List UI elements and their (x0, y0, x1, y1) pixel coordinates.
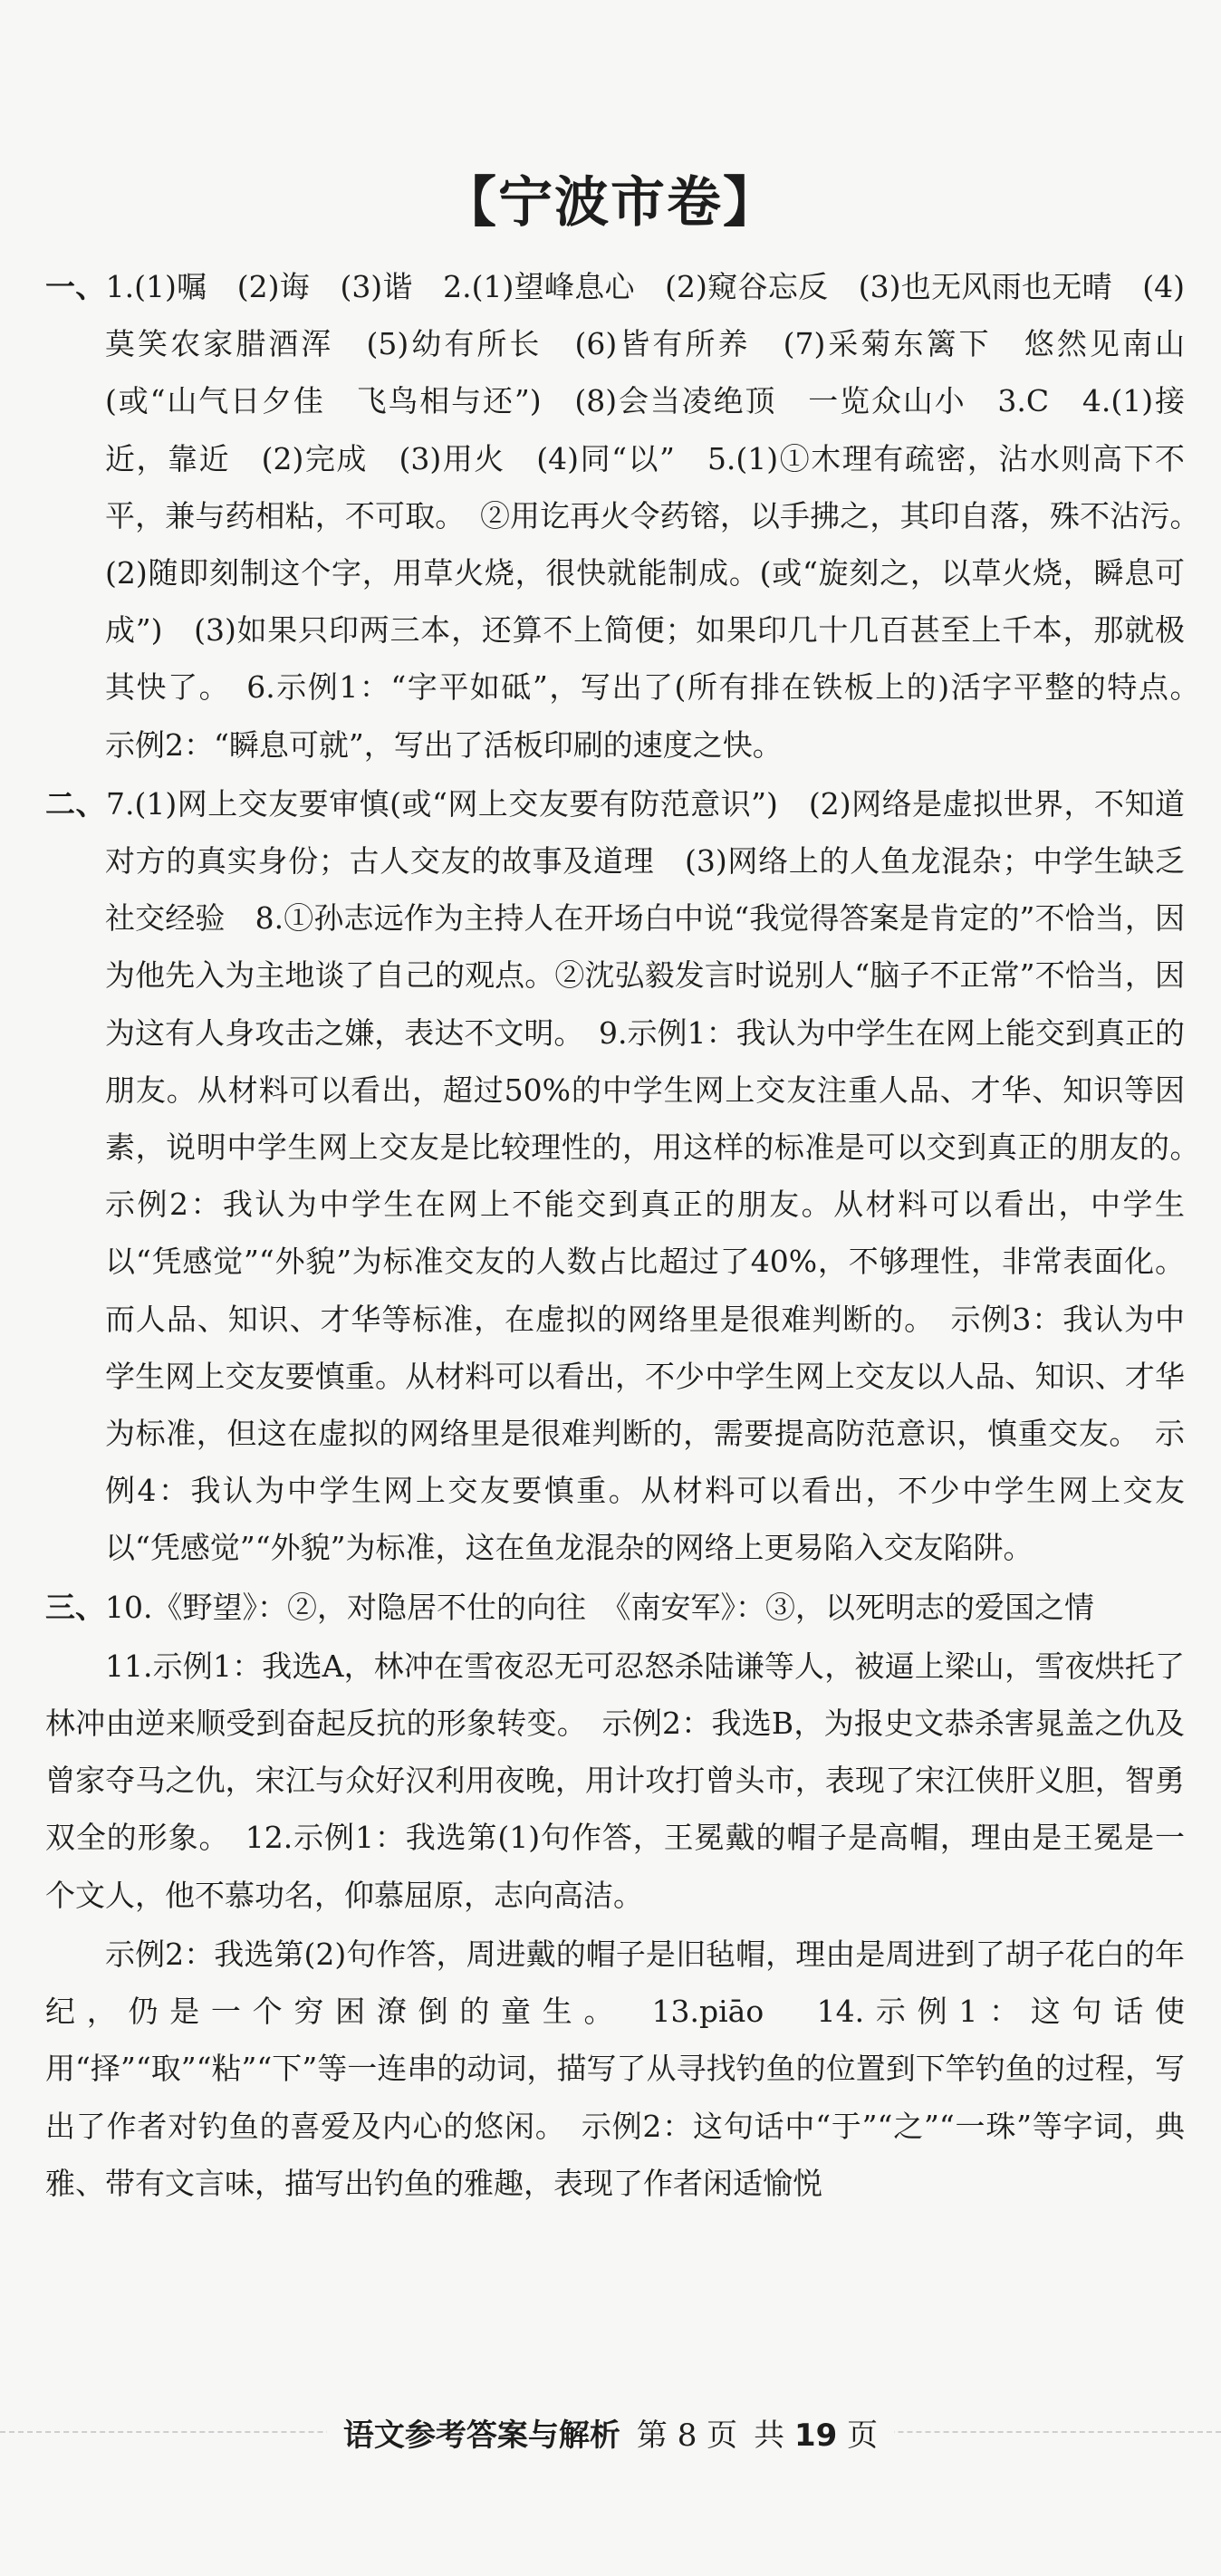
section-text: 11.示例1：我选A，林冲在雪夜忍无可忍怒杀陆谦等人，被逼上梁山，雪夜烘托了林冲由逆来顺受到奋起反抗的形象转变。 示例2：我选B，为报史文恭杀害晁盖之仇及曾家夺马之仇，宋江与众好汉利用夜晚，用计攻打曾头市，表现了宋江侠肝义胆，智勇双全的形象。 12.示例1：我选第(1)句作答，王冕戴的帽子是高帽，理由是王冕是一个文人，他不慕功名，仰慕屈原，志向高洁。 (45, 1648, 1185, 1913)
section-marker: 一、 (45, 269, 106, 304)
section-one (45, 258, 1215, 774)
section-text: 示例2：我选第(2)句作答，周进戴的帽子是旧毡帽，理由是周进到了胡子花白的年纪，仍是一个穷困潦倒的童生。 13.piāo 14.示例1：这句话使用“择”“取”“粘”“下”等一连串的动词，描写了从寻找钓鱼的位置到下竿钓鱼的过程，写出了作者对钓鱼的喜爱及内心的悠闲。 示例2：这句话中“于”“之”“一珠”等字词，典雅、带有文言味，描写出钓鱼的雅趣，表现了作者闲适愉悦 (45, 1936, 1185, 2201)
answer-paragraph (45, 1926, 1185, 2212)
section-marker: 三、 (45, 1589, 105, 1625)
book-title: 语文参考答案与解析 (342, 2417, 620, 2454)
page-label: 第 8 页 (636, 2417, 738, 2454)
section-text: 1.(1)嘱 (2)诲 (3)谐 2.(1)望峰息心 (2)窥谷忘反 (3)也无风雨也无晴 (4)莫笑农家腊酒浑 (5)幼有所长 (6)皆有所养 (7)采菊东篱下 悠然见南山(或“山气日夕佳 飞鸟相与还”) (8)会当凌绝顶 一览众山小 3.C 4.(1)接近，靠近 (2)完成 (3)用火 (4)同“以” 5.(1)①木理有疏密，沾水则高下不平，兼与药相粘，不可取。 ②用讫再火令药镕，以手拂之，其印自落，殊不沾污。 (2)随即刻制这个字，用草火烧，很快就能制成。(或“旋刻之，以草火烧，瞬息可成”) (3)如果只印两三本，还算不上简便；如果印几十几百甚至上千本，那就极其快了。 6.示例1：“字平如砥”，写出了(所有排在铁板上的)活字平整的特点。 示例2：“瞬息可就”，写出了活板印刷的速度之快。 (105, 269, 1215, 763)
page-footer (0, 2405, 1221, 2459)
answer-paragraph (45, 1638, 1185, 1924)
section-three (45, 1579, 1185, 1636)
total-pages: 19 (793, 2417, 838, 2454)
total-pages-label: 共 19 页 (754, 2417, 879, 2454)
section-text: 7.(1)网上交友要审慎(或“网上交友要有防范意识”) (2)网络是虚拟世界，不知道对方的真实身份；古人交友的故事及道理 (3)网络上的人鱼龙混杂；中学生缺乏社交经验 8.①孙志远作为主持人在开场白中说“我觉得答案是肯定的”不恰当，因为他先入为主地谈了自己的观点。②沈弘毅发言时说别人“脑子不正常”不恰当，因为这有人身攻击之嫌，表达不文明。 9.示例1：我认为中学生在网上能交到真正的朋友。从材料可以看出，超过50%的中学生网上交友注重人品、才华、知识等因素，说明中学生网上交友是比较理性的，用这样的标准是可以交到真正的朋友的。 示例2：我认为中学生在网上不能交到真正的朋友。从材料可以看出，中学生以“凭感觉”“外貌”为标准交友的人数占比超过了40%，不够理性，非常表面化。而人品、知识、才华等标准，在虚拟的网络里是很难判断的。 示例3：我认为中学生网上交友要慎重。从材料可以看出，不少中学生网上交友以人品、知识、才华为标准，但这在虚拟的网络里是很难判断的，需要提高防范意识，慎重交友。 示例4：我认为中学生网上交友要慎重。从材料可以看出，不少中学生网上交友以“凭感觉”“外貌”为标准，这在鱼龙混杂的网络上更易陷入交友陷阱。 (105, 785, 1215, 1566)
section-marker: 二、 (45, 785, 106, 822)
section-two (45, 775, 1215, 1577)
page-title: 【宁波市卷】 (442, 171, 779, 235)
section-text: 10.《野望》：②，对隐居不仕的向往 《南安军》：③，以死明志的爱国之情 (105, 1589, 1094, 1625)
answer-content (45, 258, 1215, 2214)
page-number: 8 (677, 2417, 697, 2454)
